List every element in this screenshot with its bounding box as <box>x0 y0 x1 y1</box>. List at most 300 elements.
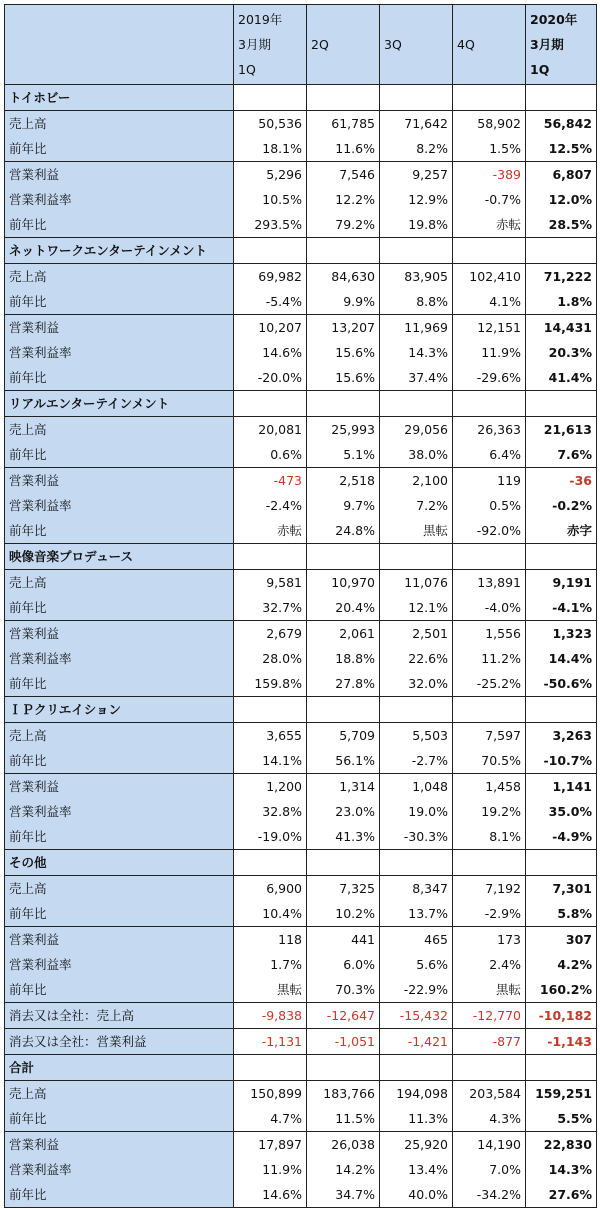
table-row <box>5 723 597 749</box>
empty-cell <box>307 391 380 417</box>
empty-cell <box>234 391 307 417</box>
value-cell: 2,518 <box>307 468 380 494</box>
table-row <box>5 901 597 927</box>
table-row <box>5 774 597 800</box>
value-cell: 58,902 <box>453 111 526 137</box>
value-cell: 赤転 <box>234 518 307 544</box>
value-cell: -19.0% <box>234 824 307 850</box>
header-latest-year: 2020年 <box>530 12 578 27</box>
value-cell: -4.9% <box>526 824 597 850</box>
row-label: 前年比 <box>5 595 234 621</box>
value-cell: 24.8% <box>307 518 380 544</box>
value-cell: -1,051 <box>307 1029 380 1055</box>
row-label: 売上高 <box>5 417 234 443</box>
value-cell: 1,314 <box>307 774 380 800</box>
value-cell: 14.6% <box>234 340 307 365</box>
row-label: 営業利益率 <box>5 799 234 824</box>
table-row <box>5 1132 597 1158</box>
value-cell: 19.0% <box>380 799 453 824</box>
empty-cell <box>380 1055 453 1081</box>
value-cell: 160.2% <box>526 977 597 1003</box>
value-cell: 11.5% <box>307 1106 380 1132</box>
value-cell: 14.3% <box>526 1157 597 1182</box>
value-cell: -473 <box>234 468 307 494</box>
value-cell: 21,613 <box>526 417 597 443</box>
value-cell: 441 <box>307 927 380 953</box>
table-row <box>5 1081 597 1107</box>
value-cell: 14.6% <box>234 1182 307 1208</box>
header-q1 <box>234 5 307 85</box>
value-cell: 1.7% <box>234 952 307 977</box>
row-label: 売上高 <box>5 111 234 137</box>
value-cell: 5,503 <box>380 723 453 749</box>
value-cell: 10,207 <box>234 315 307 341</box>
value-cell: 13.4% <box>380 1157 453 1182</box>
value-cell: 61,785 <box>307 111 380 137</box>
row-label: 営業利益率 <box>5 952 234 977</box>
value-cell: -877 <box>453 1029 526 1055</box>
value-cell: 15.6% <box>307 340 380 365</box>
row-label: 前年比 <box>5 977 234 1003</box>
value-cell: 1.5% <box>453 136 526 162</box>
header-q1-year: 2019年 <box>238 12 283 27</box>
value-cell: 8,347 <box>380 876 453 902</box>
value-cell: 32.7% <box>234 595 307 621</box>
value-cell: 12.0% <box>526 187 597 212</box>
value-cell: 10.2% <box>307 901 380 927</box>
empty-cell <box>234 697 307 723</box>
value-cell: 14.4% <box>526 646 597 671</box>
value-cell: 0.5% <box>453 493 526 518</box>
value-cell: 7,546 <box>307 162 380 188</box>
row-label: 前年比 <box>5 289 234 315</box>
value-cell: 10.4% <box>234 901 307 927</box>
row-label: 営業利益率 <box>5 340 234 365</box>
empty-cell <box>526 391 597 417</box>
value-cell: 19.2% <box>453 799 526 824</box>
value-cell: -92.0% <box>453 518 526 544</box>
value-cell: 34.7% <box>307 1182 380 1208</box>
value-cell: 8.8% <box>380 289 453 315</box>
header-latest-quarter: 1Q <box>530 62 550 77</box>
empty-cell <box>526 238 597 264</box>
value-cell: 10,970 <box>307 570 380 596</box>
table-row <box>5 315 597 341</box>
value-cell: 11.9% <box>234 1157 307 1182</box>
value-cell: 69,982 <box>234 264 307 290</box>
table-row <box>5 1182 597 1208</box>
row-label: 営業利益 <box>5 621 234 647</box>
row-label: 営業利益率 <box>5 646 234 671</box>
value-cell: 7.6% <box>526 442 597 468</box>
elimination-row <box>5 1003 597 1029</box>
category-row <box>5 850 597 876</box>
value-cell: 41.4% <box>526 365 597 391</box>
row-label: 営業利益 <box>5 162 234 188</box>
empty-cell <box>234 544 307 570</box>
value-cell: 56,842 <box>526 111 597 137</box>
value-cell: 4.1% <box>453 289 526 315</box>
row-label: 前年比 <box>5 748 234 774</box>
category-title: ネットワークエンターテインメント <box>5 238 234 264</box>
value-cell: -22.9% <box>380 977 453 1003</box>
segment-results-table <box>4 4 597 1208</box>
table-body <box>5 85 597 1208</box>
value-cell: 2,501 <box>380 621 453 647</box>
value-cell: 10.5% <box>234 187 307 212</box>
table-row <box>5 977 597 1003</box>
value-cell: 7,597 <box>453 723 526 749</box>
value-cell: 27.6% <box>526 1182 597 1208</box>
row-label: 前年比 <box>5 1106 234 1132</box>
table-row <box>5 824 597 850</box>
value-cell: 71,222 <box>526 264 597 290</box>
table-row <box>5 493 597 518</box>
value-cell: 50,536 <box>234 111 307 137</box>
value-cell: 29,056 <box>380 417 453 443</box>
empty-cell <box>453 238 526 264</box>
value-cell: 9,257 <box>380 162 453 188</box>
elimination-row <box>5 1029 597 1055</box>
value-cell: 28.5% <box>526 212 597 238</box>
value-cell: -0.7% <box>453 187 526 212</box>
empty-cell <box>526 697 597 723</box>
value-cell: 13,207 <box>307 315 380 341</box>
empty-cell <box>526 850 597 876</box>
value-cell: -15,432 <box>380 1003 453 1029</box>
value-cell: -10.7% <box>526 748 597 774</box>
empty-cell <box>380 391 453 417</box>
value-cell: 2,100 <box>380 468 453 494</box>
value-cell: 1,323 <box>526 621 597 647</box>
value-cell: 14,431 <box>526 315 597 341</box>
empty-cell <box>526 544 597 570</box>
row-label: 前年比 <box>5 136 234 162</box>
value-cell: 0.6% <box>234 442 307 468</box>
header-q4 <box>453 5 526 85</box>
empty-cell <box>453 1055 526 1081</box>
value-cell: 194,098 <box>380 1081 453 1107</box>
value-cell: 4.3% <box>453 1106 526 1132</box>
table-row <box>5 1157 597 1182</box>
value-cell: 9,191 <box>526 570 597 596</box>
value-cell: 5,296 <box>234 162 307 188</box>
table-row <box>5 927 597 953</box>
value-cell: 159,251 <box>526 1081 597 1107</box>
value-cell: 150,899 <box>234 1081 307 1107</box>
value-cell: 11.9% <box>453 340 526 365</box>
value-cell: 9.9% <box>307 289 380 315</box>
header-q2 <box>307 5 380 85</box>
empty-cell <box>453 697 526 723</box>
row-label: 前年比 <box>5 518 234 544</box>
value-cell: -2.9% <box>453 901 526 927</box>
value-cell: -2.7% <box>380 748 453 774</box>
row-label: 営業利益率 <box>5 1157 234 1182</box>
value-cell: 5.8% <box>526 901 597 927</box>
value-cell: 9.7% <box>307 493 380 518</box>
value-cell: -5.4% <box>234 289 307 315</box>
category-title: トイホビー <box>5 85 234 111</box>
value-cell: 26,363 <box>453 417 526 443</box>
value-cell: 12.2% <box>307 187 380 212</box>
table-row <box>5 365 597 391</box>
empty-cell <box>453 391 526 417</box>
empty-cell <box>380 544 453 570</box>
value-cell: 黒転 <box>453 977 526 1003</box>
header-row <box>5 5 597 85</box>
row-label: 前年比 <box>5 671 234 697</box>
value-cell: 119 <box>453 468 526 494</box>
value-cell: 159.8% <box>234 671 307 697</box>
category-title: 映像音楽プロデュース <box>5 544 234 570</box>
value-cell: 35.0% <box>526 799 597 824</box>
header-latest-period: 3月期 <box>530 37 564 52</box>
value-cell: 9,581 <box>234 570 307 596</box>
row-label: 前年比 <box>5 442 234 468</box>
value-cell: 7,325 <box>307 876 380 902</box>
value-cell: 70.5% <box>453 748 526 774</box>
value-cell: 307 <box>526 927 597 953</box>
empty-cell <box>526 1055 597 1081</box>
value-cell: 2,061 <box>307 621 380 647</box>
category-row <box>5 544 597 570</box>
value-cell: 8.2% <box>380 136 453 162</box>
category-row <box>5 391 597 417</box>
value-cell: 25,993 <box>307 417 380 443</box>
value-cell: 40.0% <box>380 1182 453 1208</box>
row-label: 営業利益率 <box>5 187 234 212</box>
row-label: 前年比 <box>5 212 234 238</box>
value-cell: -36 <box>526 468 597 494</box>
value-cell: 黒転 <box>380 518 453 544</box>
category-row <box>5 85 597 111</box>
table-row <box>5 136 597 162</box>
row-label: 消去又は全社：売上高 <box>5 1003 234 1029</box>
value-cell: 18.1% <box>234 136 307 162</box>
row-label: 営業利益率 <box>5 493 234 518</box>
table-row <box>5 518 597 544</box>
value-cell: 118 <box>234 927 307 953</box>
value-cell: 赤転 <box>453 212 526 238</box>
value-cell: 3,655 <box>234 723 307 749</box>
table-row <box>5 264 597 290</box>
header-q4-label: 4Q <box>457 37 475 52</box>
value-cell: 32.8% <box>234 799 307 824</box>
value-cell: 1,458 <box>453 774 526 800</box>
value-cell: 23.0% <box>307 799 380 824</box>
row-label: 売上高 <box>5 876 234 902</box>
empty-cell <box>380 697 453 723</box>
value-cell: 20.3% <box>526 340 597 365</box>
row-label: 営業利益 <box>5 315 234 341</box>
table-row <box>5 289 597 315</box>
value-cell: 13.7% <box>380 901 453 927</box>
table-row <box>5 570 597 596</box>
value-cell: 2.4% <box>453 952 526 977</box>
value-cell: 14.3% <box>380 340 453 365</box>
row-label: 営業利益 <box>5 1132 234 1158</box>
value-cell: 17,897 <box>234 1132 307 1158</box>
empty-cell <box>307 1055 380 1081</box>
value-cell: 1.8% <box>526 289 597 315</box>
row-label: 消去又は全社：営業利益 <box>5 1029 234 1055</box>
value-cell: -0.2% <box>526 493 597 518</box>
table-row <box>5 212 597 238</box>
table-row <box>5 187 597 212</box>
category-row <box>5 238 597 264</box>
value-cell: -4.0% <box>453 595 526 621</box>
row-label: 売上高 <box>5 264 234 290</box>
category-title: 合計 <box>5 1055 234 1081</box>
value-cell: -20.0% <box>234 365 307 391</box>
value-cell: 11,076 <box>380 570 453 596</box>
value-cell: 11.3% <box>380 1106 453 1132</box>
value-cell: 19.8% <box>380 212 453 238</box>
value-cell: 13,891 <box>453 570 526 596</box>
category-title: その他 <box>5 850 234 876</box>
value-cell: 12.1% <box>380 595 453 621</box>
row-label: 売上高 <box>5 1081 234 1107</box>
table-row <box>5 340 597 365</box>
value-cell: -4.1% <box>526 595 597 621</box>
value-cell: 26,038 <box>307 1132 380 1158</box>
category-title: ＩＰクリエイション <box>5 697 234 723</box>
value-cell: 11.2% <box>453 646 526 671</box>
empty-cell <box>453 850 526 876</box>
empty-cell <box>234 850 307 876</box>
header-q3-label: 3Q <box>384 37 402 52</box>
value-cell: 56.1% <box>307 748 380 774</box>
empty-cell <box>526 85 597 111</box>
category-title: リアルエンターテインメント <box>5 391 234 417</box>
table-row <box>5 1106 597 1132</box>
value-cell: 1,141 <box>526 774 597 800</box>
table-row <box>5 876 597 902</box>
empty-cell <box>380 238 453 264</box>
empty-cell <box>307 850 380 876</box>
value-cell: 2,679 <box>234 621 307 647</box>
value-cell: -29.6% <box>453 365 526 391</box>
value-cell: 14.2% <box>307 1157 380 1182</box>
value-cell: 41.3% <box>307 824 380 850</box>
value-cell: 14.1% <box>234 748 307 774</box>
value-cell: 25,920 <box>380 1132 453 1158</box>
value-cell: 5.1% <box>307 442 380 468</box>
empty-cell <box>453 544 526 570</box>
value-cell: 22.6% <box>380 646 453 671</box>
value-cell: 6.4% <box>453 442 526 468</box>
value-cell: 3,263 <box>526 723 597 749</box>
empty-cell <box>307 544 380 570</box>
header-q1-period: 3月期 <box>238 37 271 52</box>
table-row <box>5 952 597 977</box>
value-cell: 27.8% <box>307 671 380 697</box>
empty-cell <box>307 238 380 264</box>
value-cell: 32.0% <box>380 671 453 697</box>
empty-cell <box>307 85 380 111</box>
table-row <box>5 468 597 494</box>
header-q2-label: 2Q <box>311 37 329 52</box>
header-corner <box>5 5 234 85</box>
value-cell: 12.5% <box>526 136 597 162</box>
value-cell: -50.6% <box>526 671 597 697</box>
category-row <box>5 697 597 723</box>
value-cell: 79.2% <box>307 212 380 238</box>
value-cell: 6.0% <box>307 952 380 977</box>
value-cell: 18.8% <box>307 646 380 671</box>
empty-cell <box>380 85 453 111</box>
value-cell: 7.0% <box>453 1157 526 1182</box>
value-cell: 465 <box>380 927 453 953</box>
value-cell: 83,905 <box>380 264 453 290</box>
row-label: 営業利益 <box>5 927 234 953</box>
value-cell: 8.1% <box>453 824 526 850</box>
table-row <box>5 671 597 697</box>
value-cell: -12,647 <box>307 1003 380 1029</box>
value-cell: 102,410 <box>453 264 526 290</box>
value-cell: 5.6% <box>380 952 453 977</box>
value-cell: 37.4% <box>380 365 453 391</box>
table-row <box>5 748 597 774</box>
total-row <box>5 1055 597 1081</box>
value-cell: -34.2% <box>453 1182 526 1208</box>
value-cell: 1,556 <box>453 621 526 647</box>
row-label: 売上高 <box>5 570 234 596</box>
empty-cell <box>453 85 526 111</box>
table-row <box>5 111 597 137</box>
table-row <box>5 646 597 671</box>
table-row <box>5 442 597 468</box>
value-cell: 38.0% <box>380 442 453 468</box>
value-cell: 70.3% <box>307 977 380 1003</box>
value-cell: 14,190 <box>453 1132 526 1158</box>
value-cell: 203,584 <box>453 1081 526 1107</box>
table-row <box>5 417 597 443</box>
value-cell: 183,766 <box>307 1081 380 1107</box>
value-cell: -30.3% <box>380 824 453 850</box>
value-cell: 5,709 <box>307 723 380 749</box>
row-label: 売上高 <box>5 723 234 749</box>
row-label: 営業利益 <box>5 774 234 800</box>
value-cell: 22,830 <box>526 1132 597 1158</box>
header-q1-quarter: 1Q <box>238 62 256 77</box>
row-label: 営業利益 <box>5 468 234 494</box>
value-cell: 28.0% <box>234 646 307 671</box>
value-cell: 15.6% <box>307 365 380 391</box>
row-label: 前年比 <box>5 901 234 927</box>
value-cell: 20,081 <box>234 417 307 443</box>
value-cell: -1,421 <box>380 1029 453 1055</box>
row-label: 前年比 <box>5 1182 234 1208</box>
row-label: 前年比 <box>5 365 234 391</box>
value-cell: 12,151 <box>453 315 526 341</box>
value-cell: 4.2% <box>526 952 597 977</box>
value-cell: -9,838 <box>234 1003 307 1029</box>
empty-cell <box>234 1055 307 1081</box>
value-cell: 黒転 <box>234 977 307 1003</box>
value-cell: -10,182 <box>526 1003 597 1029</box>
value-cell: 293.5% <box>234 212 307 238</box>
value-cell: 11.6% <box>307 136 380 162</box>
value-cell: 20.4% <box>307 595 380 621</box>
table-row <box>5 162 597 188</box>
value-cell: -1,131 <box>234 1029 307 1055</box>
value-cell: 1,048 <box>380 774 453 800</box>
row-label: 前年比 <box>5 824 234 850</box>
value-cell: 4.7% <box>234 1106 307 1132</box>
value-cell: 84,630 <box>307 264 380 290</box>
